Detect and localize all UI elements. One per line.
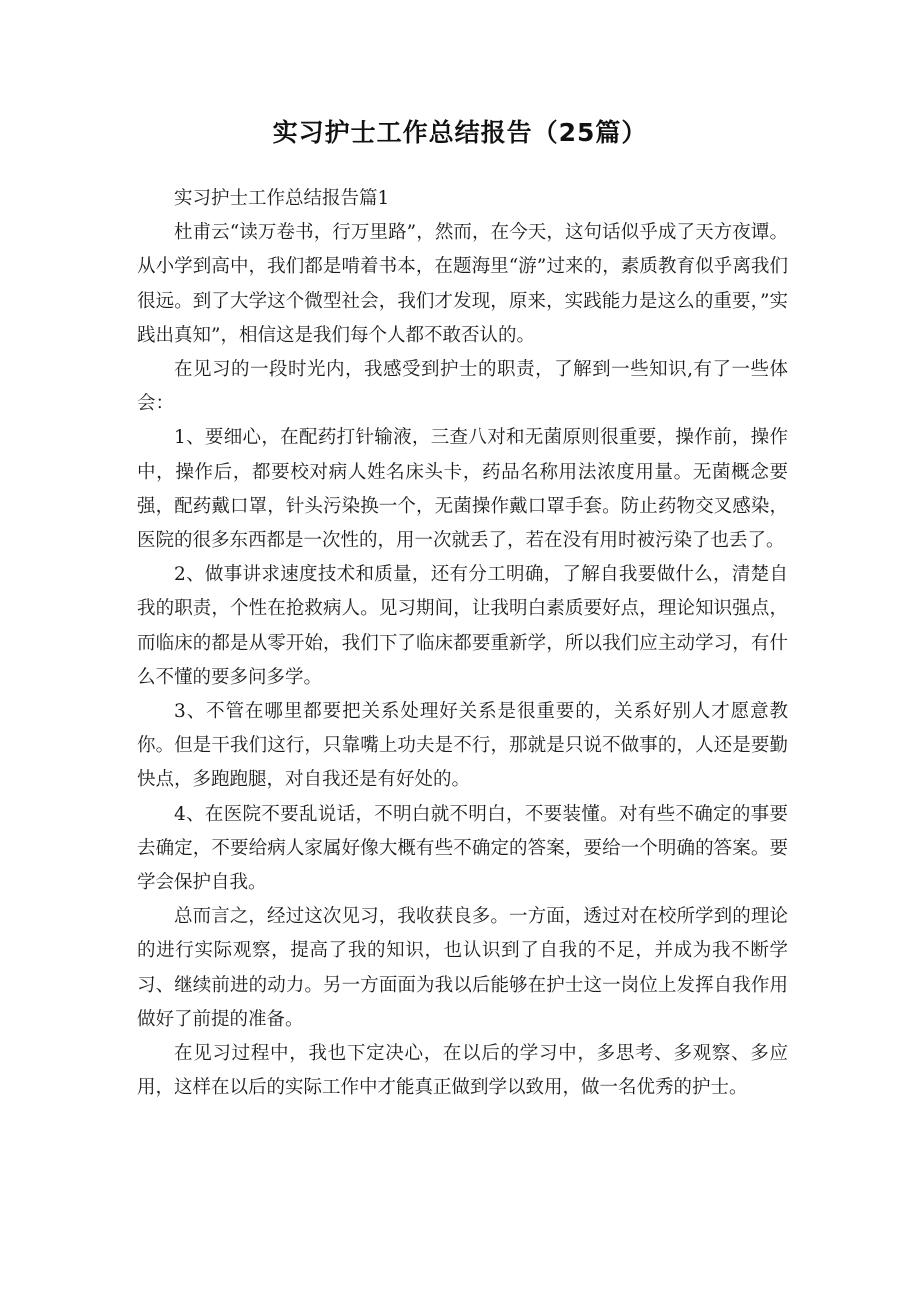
paragraph-point-2: 2、做事讲求速度技术和质量，还有分工明确，了解自我要做什么，清楚自我的职责，个性在抢救病人。见习期间，让我明白素质要好点，理论知识强点，而临床的都是从零开始，我们下了临床都要重新学，所以我们应主动学习，有什么不懂的要多问多学。 (137, 564, 788, 688)
paragraph-summary: 总而言之，经过这次见习，我收获良多。一方面，透过对在校所学到的理论的进行实际观察，提高了我的知识，也认识到了自我的不足，并成为我不断学习、继续前进的动力。另一方面面为我以后能够在护士这一岗位上发挥自我作用做好了前提的准备。 (137, 906, 788, 1030)
section-heading: 实习护士工作总结报告篇1 (174, 188, 390, 209)
paragraph-point-3: 3、不管在哪里都要把关系处理好关系是很重要的，关系好别人才愿意教你。但是干我们这行，只靠嘴上功夫是不行，那就是只说不做事的，人还是要勤快点，多跑跑腿，对自我还是有好处的。 (137, 701, 788, 791)
document-body (137, 182, 788, 1105)
paragraph-conclusion: 在见习过程中，我也下定决心，在以后的学习中，多思考、多观察、多应用，这样在以后的实际工作中才能真正做到学以致用，做一名优秀的护士。 (137, 1043, 788, 1099)
document-title: 实习护士工作总结报告（25篇） (272, 118, 648, 147)
paragraph-intro: 杜甫云“读万卷书，行万里路”，然而，在今天，这句话似乎成了天方夜谭。从小学到高中，我们都是啃着书本，在题海里“游”过来的，素质教育似乎离我们很远。到了大学这个微型社会，我们才发现，原来，实践能力是这么的重要，”实践出真知”，相信这是我们每个人都不敢否认的。 (137, 222, 788, 346)
paragraph-experience: 在见习的一段时光内，我感受到护士的职责，了解到一些知识,有了一些体会： (137, 359, 788, 415)
paragraph-point-4: 4、在医院不要乱说话，不明白就不明白，不要装懂。对有些不确定的事要去确定，不要给病人家属好像大概有些不确定的答案，要给一个明确的答案。要学会保护自我。 (137, 803, 788, 894)
paragraph-point-1: 1、要细心，在配药打针输液，三查八对和无菌原则很重要，操作前，操作中，操作后，都要校对病人姓名床头卡，药品名称用法浓度用量。无菌概念要强，配药戴口罩，针头污染换一个，无菌操作戴口罩手套。防止药物交叉感染，医院的很多东西都是一次性的，用一次就丢了，若在没有用时被污染了也丢了。 (137, 427, 788, 552)
